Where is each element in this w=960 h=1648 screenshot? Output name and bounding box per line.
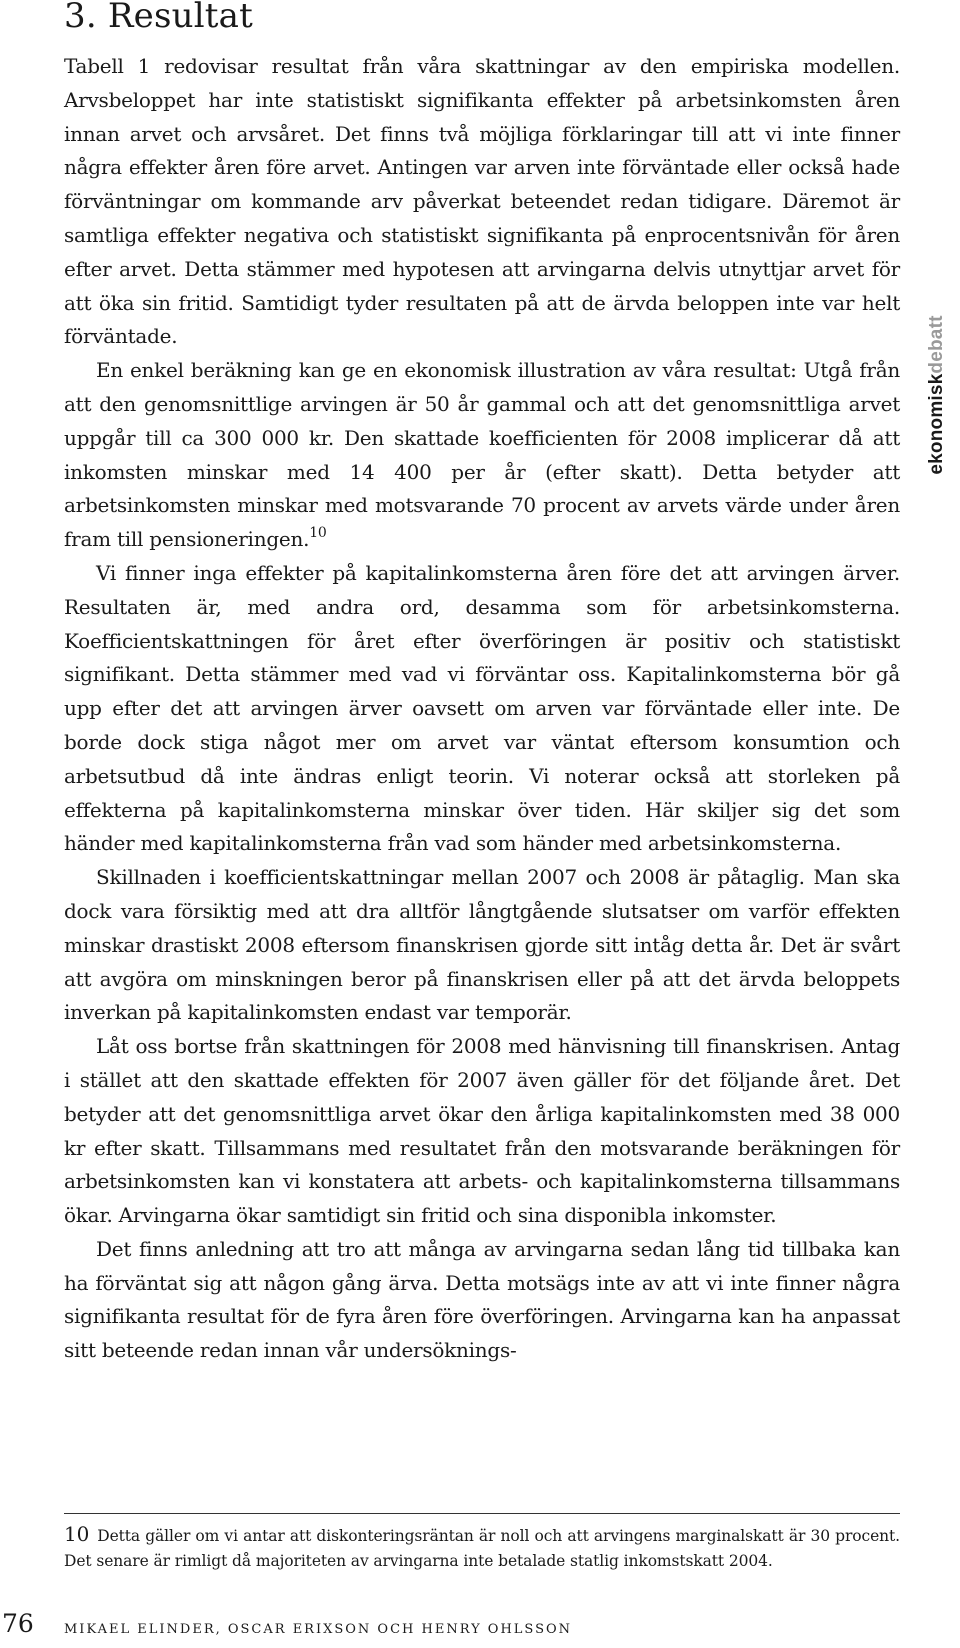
footnote-reference[interactable]: 10 [309,525,327,542]
journal-logo-part1: ekonomisk [926,373,947,475]
paragraph-1 [64,50,900,354]
paragraph-6 [64,1233,900,1368]
running-footer-authors: MIKAEL ELINDER, OSCAR ERIXSON OCH HENRY OHLSSON [64,1622,573,1637]
footnote-number: 10 [64,1522,90,1546]
journal-logo-part2: debatt [926,315,947,374]
paragraph-2 [64,354,900,557]
body-text [64,50,900,1368]
paragraph-6-text: Det finns anledning att tro att många av arvingarna sedan lång tid tillbaka kan ha förväntat sig att någon gång ärva. Detta motsägs inte av att vi inte finner några signifikanta resultat för de fyra åren före överföringen. Arvingarna kan ha anpassat sitt beteende redan innan vår undersöknings- [64,1236,900,1363]
page-number: 76 [2,1609,34,1638]
journal-logo-wrapper [922,290,952,500]
paragraph-2-text: En enkel beräkning kan ge en ekonomisk illustration av våra resultat: Utgå från att den genomsnittlige arvingen är 50 år gammal och att det genomsnittliga arvet uppgår till ca 300 000 kr. Den skattade koefficienten för 2008 implicerar då att inkomsten minskar med 14 400 per år (efter skatt). Detta betyder att arbetsinkomsten minskar med motsvarande 70 procent av arvets värde under åren fram till pensioneringen. [64,358,900,552]
paragraph-4 [64,861,900,1030]
paragraph-3 [64,557,900,861]
paragraph-5-text: Låt oss bortse från skattningen för 2008 med hänvisning till finanskrisen. Antag i stället att den skattade effekten för 2007 även gäller för det följande året. Det betyder att det genomsnittliga arvet ökar den årliga kapitalinkomsten med 38 000 kr efter skatt. Tillsammans med resultatet från den motsvarande beräkningen för arbetsinkomsten kan vi konstatera att arbets- och kapitalinkomsterna tillsammans ökar. Arvingarna ökar samtidigt sin fritid och sina disponibla inkomster. [64,1034,900,1228]
paragraph-1-text: Tabell 1 redovisar resultat från våra skattningar av den empiriska modellen. Arvsbeloppet har inte statistiskt signifikanta effekter på arbetsinkomsten åren innan arvet och arvsåret. Det finns två möjliga förklaringar till att vi inte finner några effekter åren före arvet. Antingen var arven inte förväntade eller också hade förväntningar om kommande arv påverkat beteendet redan tidigare. Däremot är samtliga effekter negativa och statistiskt signifikanta på enprocentsnivån för åren efter arvet. Detta stämmer med hypotesen att arvingarna delvis utnyttjar arvet för att öka sin fritid. Samtidigt tyder resultaten på att de ärvda beloppen inte var helt förväntade. [64,54,900,349]
paragraph-4-text: Skillnaden i koefficientskattningar mellan 2007 och 2008 är påtaglig. Man ska dock vara försiktig med att dra alltför långtgående slutsatser om varför effekten minskar drastiskt 2008 eftersom finanskrisen gjorde sitt intåg detta år. Det är svårt att avgöra om minskningen beror på finanskrisen eller på att det ärvda beloppets inverkan på kapitalinkomsten endast var temporär. [64,865,900,1025]
paragraph-5 [64,1030,900,1233]
footnote-text: Detta gäller om vi antar att diskonteringsräntan är noll och att arvingens marginalskatt är 30 procent. Det senare är rimligt då majoriteten av arvingarna inte betalade statlig inkomstskatt 2004. [64,1527,900,1570]
footnote [64,1522,900,1574]
journal-logo [926,315,948,474]
paragraph-3-text: Vi finner inga effekter på kapitalinkomsterna åren före det att arvingen ärver. Resultaten är, med andra ord, desamma som för arbetsinkomsterna. Koefficientskattningen för året efter överföringen är positiv och statistiskt signifikant. Detta stämmer med vad vi förväntar oss. Kapitalinkomsterna bör gå upp efter det att arvingen ärver oavsett om arven var förväntade eller inte. De borde dock stiga något mer om arvet var väntat eftersom konsumtion och arbetsutbud då inte ändras enligt teorin. Vi noterar också att storleken på effekterna på kapitalinkomsterna minskar över tiden. Här skiljer sig det som händer med kapitalinkomsterna från vad som händer med arbetsinkomsterna. [64,560,900,856]
section-heading: 3. Resultat [64,0,253,36]
footnote-divider [64,1513,900,1514]
